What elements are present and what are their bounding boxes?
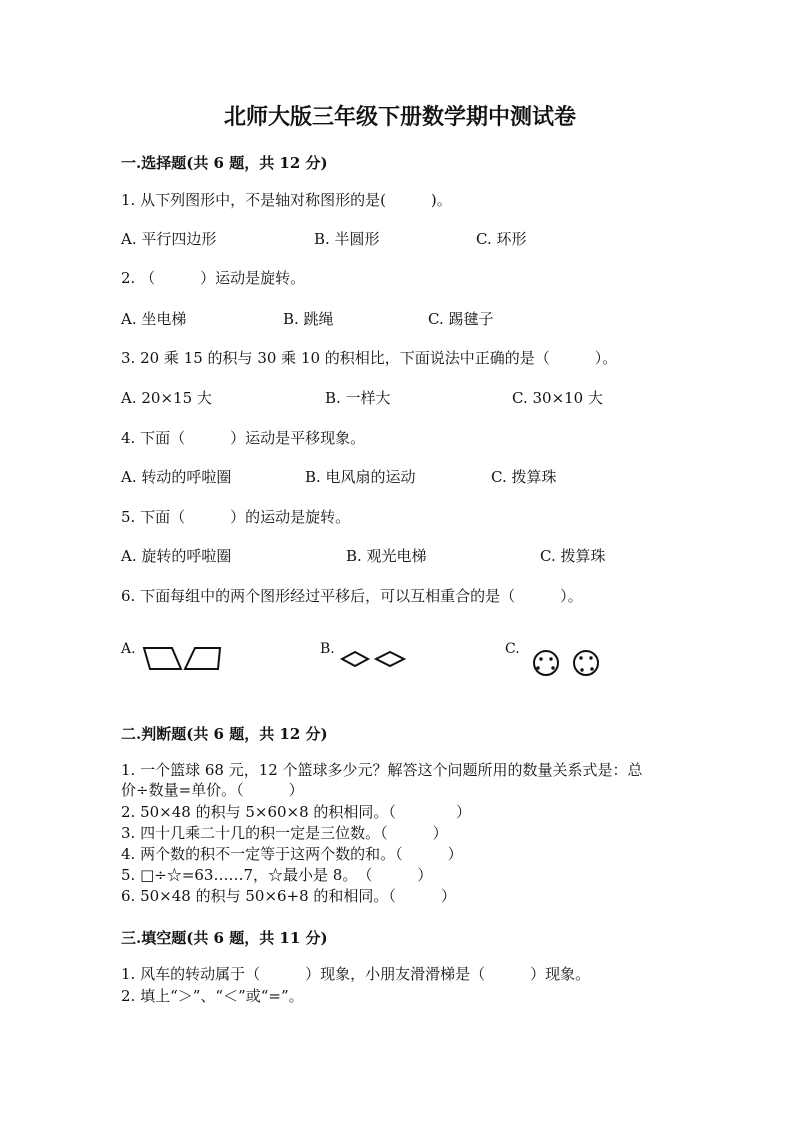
fill-blank-text: 2. 填上“＞”、“＜”或“=”。 [121, 987, 304, 1005]
statement-text: 2. 50×48 的积与 5×60×8 的积相同。（ ） [121, 803, 471, 821]
rhombus-shape [342, 652, 368, 666]
option-c: C. [505, 641, 520, 657]
question-text: 6. 下面每组中的两个图形经过平移后，可以互相重合的是（ ）。 [121, 587, 583, 605]
parallelogram-shape [144, 648, 181, 669]
option-b: B. 电风扇的运动 [305, 468, 416, 486]
circle-shape [534, 651, 558, 675]
statement-text: 4. 两个数的积不一定等于这两个数的和。（ ） [121, 845, 463, 863]
section-heading: 三.填空题(共 6 题，共 11 分) [121, 929, 328, 947]
dotted-circle-pair-figure [528, 650, 608, 678]
statement-text: 1. 一个篮球 68 元，12 个篮球多少元？解答这个问题所用的数量关系式是：总 [121, 761, 643, 779]
statement-text: 价÷数量=单价。（ ） [121, 781, 304, 799]
option-c: C. 踢毽子 [428, 310, 494, 328]
section-heading: 一.选择题(共 6 题，共 12 分) [121, 154, 328, 172]
page-title: 北师大版三年级下册数学期中测试卷 [223, 104, 576, 130]
option-b: B. 一样大 [325, 389, 391, 407]
option-c: C. 拨算珠 [540, 547, 606, 565]
option-b: B. [320, 641, 335, 657]
option-a: A. 20×15 大 [121, 389, 212, 407]
option-a: A. 转动的呼啦圈 [121, 468, 232, 486]
question-text: 1. 从下列图形中，不是轴对称图形的是( )。 [121, 191, 452, 209]
statement-text: 3. 四十几乘二十几的积一定是三位数。（ ） [121, 824, 448, 842]
option-c: C. 30×10 大 [512, 389, 603, 407]
fill-blank-text: 1. 风车的转动属于（ ）现象，小朋友滑滑梯是（ ）现象。 [121, 965, 591, 983]
statement-text: 5. □÷☆=63……7，☆最小是 8。 （ ） [121, 866, 433, 884]
statement-text: 6. 50×48 的积与 50×6+8 的和相同。（ ） [121, 887, 456, 905]
question-text: 4. 下面（ ）运动是平移现象。 [121, 429, 366, 447]
option-c: C. 拨算珠 [491, 468, 557, 486]
option-a: A. 旋转的呼啦圈 [121, 547, 232, 565]
rhombus-pair-figure [340, 650, 410, 670]
parallelogram-shape [185, 648, 220, 669]
question-text: 5. 下面（ ）的运动是旋转。 [121, 508, 351, 526]
option-a: A. 平行四边形 [121, 230, 217, 248]
option-b: B. 跳绳 [283, 310, 334, 328]
parallelogram-pair-figure [140, 645, 225, 673]
option-b: B. 观光电梯 [346, 547, 427, 565]
question-text: 3. 20 乘 15 的积与 30 乘 10 的积相比，下面说法中正确的是（ ）。 [121, 349, 618, 367]
option-c: C. 环形 [476, 230, 527, 248]
option-a: A. 坐电梯 [121, 310, 187, 328]
option-a: A. [121, 641, 136, 657]
option-b: B. 半圆形 [314, 230, 380, 248]
rhombus-shape [376, 652, 404, 666]
question-text: 2. （ ）运动是旋转。 [121, 269, 306, 287]
section-heading: 二.判断题(共 6 题，共 12 分) [121, 725, 328, 743]
circle-shape [574, 651, 598, 675]
